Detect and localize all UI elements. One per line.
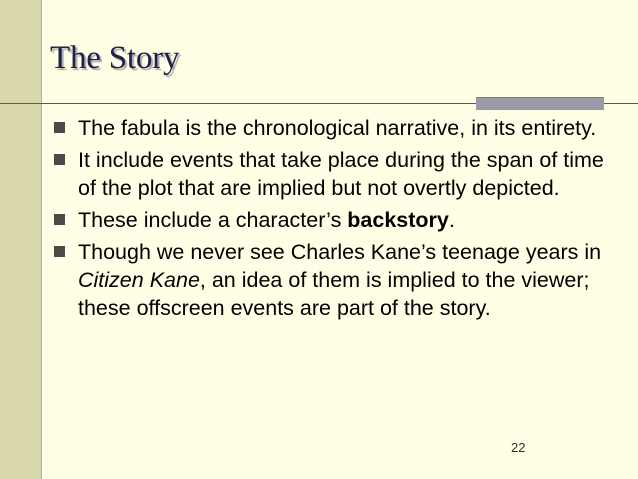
divider-accent-block xyxy=(476,97,604,110)
square-bullet-icon xyxy=(54,154,65,165)
bullet-text: The fabula is the chronological narrative, in its entirety. xyxy=(78,116,597,140)
bullet-text-after: , an idea of them is implied to the viewer; these offscreen events are part of the story. xyxy=(78,268,590,320)
bullet-list xyxy=(54,114,614,326)
bullet-text-after: . xyxy=(448,208,455,232)
square-bullet-icon xyxy=(54,214,65,225)
bullet-item xyxy=(54,206,614,234)
bullet-item xyxy=(54,146,614,202)
page-number: 22 xyxy=(511,440,526,455)
square-bullet-icon xyxy=(54,246,65,257)
bullet-italic-title: Citizen Kane xyxy=(78,268,200,292)
bullet-item xyxy=(54,238,614,322)
bullet-text: It include events that take place during the span of time of the plot that are implied but not overtly depicted. xyxy=(78,148,604,200)
bullet-item xyxy=(54,114,614,142)
bullet-text-before: These include a character’s xyxy=(78,208,348,232)
bullet-text-before: Though we never see Charles Kane’s teenage years in xyxy=(78,240,602,264)
square-bullet-icon xyxy=(54,122,65,133)
left-decorative-bar xyxy=(0,0,42,479)
slide-title: The Story xyxy=(50,40,180,76)
bullet-bold-term: backstory xyxy=(347,208,449,232)
